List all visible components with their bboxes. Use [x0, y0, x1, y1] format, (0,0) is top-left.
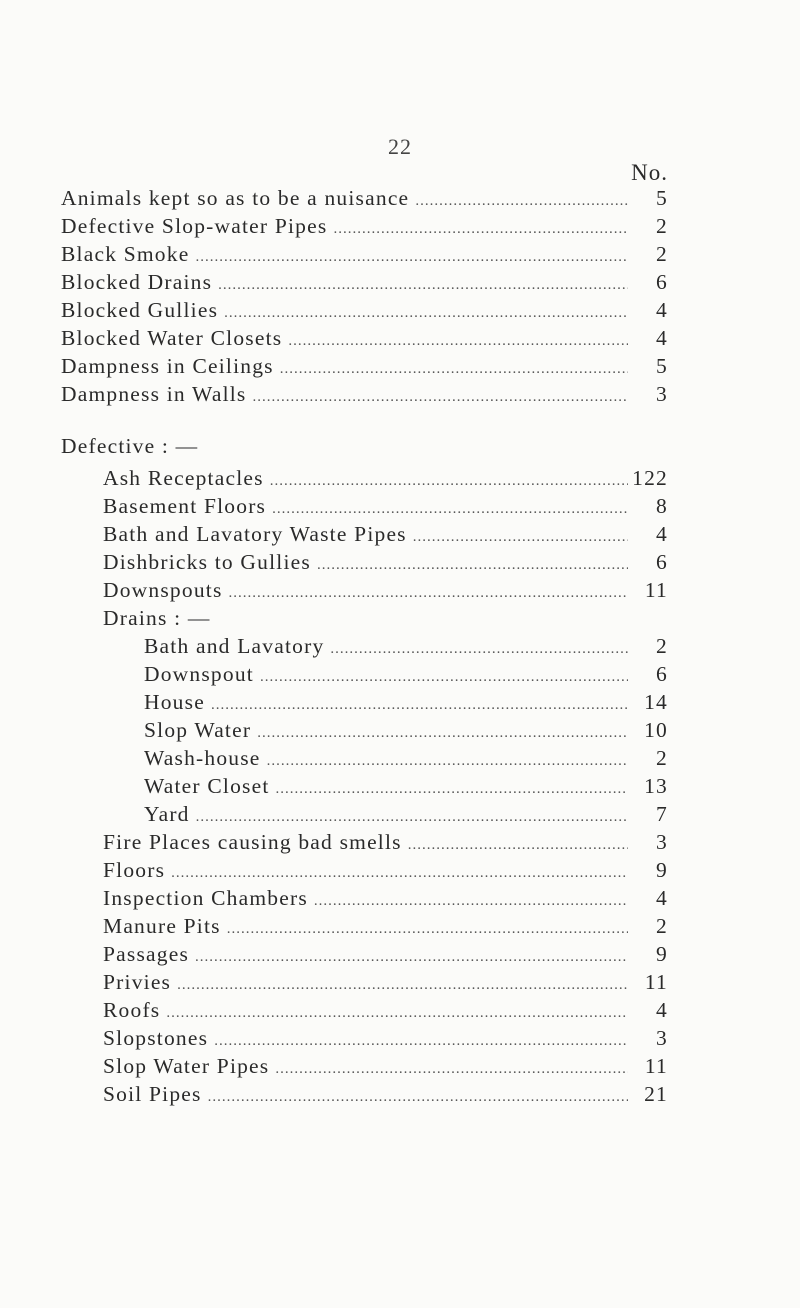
item-label: Blocked Drains	[61, 270, 213, 294]
leader-dots	[330, 641, 628, 658]
leader-dots	[280, 361, 628, 378]
item-count: 14	[644, 690, 668, 714]
item-label: Floors	[103, 858, 166, 882]
item-count: 4	[656, 298, 668, 322]
item-label: Basement Floors	[103, 494, 267, 518]
item-count: 11	[644, 1054, 668, 1078]
item-label: Downspouts	[103, 578, 223, 602]
drains-heading: Drains : —	[103, 606, 211, 630]
leader-dots	[317, 557, 628, 574]
item-label: Roofs	[103, 998, 161, 1022]
leader-dots	[177, 977, 628, 994]
leader-dots	[214, 1033, 628, 1050]
leader-dots	[166, 1005, 628, 1022]
item-label: Dishbricks to Gullies	[103, 550, 311, 574]
leader-dots	[408, 837, 628, 854]
list-item	[103, 830, 668, 858]
item-count: 11	[644, 970, 668, 994]
item-label: Water Closet	[144, 774, 270, 798]
leader-dots	[171, 865, 628, 882]
leader-dots	[195, 949, 628, 966]
defective-heading: Defective : —	[61, 434, 199, 458]
leader-dots	[275, 1061, 628, 1078]
item-count: 2	[656, 634, 668, 658]
item-label: Manure Pits	[103, 914, 221, 938]
item-count: 3	[656, 830, 668, 854]
item-label: Bath and Lavatory Waste Pipes	[103, 522, 407, 546]
item-count: 4	[656, 886, 668, 910]
item-label: Privies	[103, 970, 172, 994]
list-item	[103, 1082, 668, 1110]
list-item	[103, 858, 668, 886]
list-item	[144, 718, 668, 746]
leader-dots	[224, 305, 628, 322]
item-count: 9	[656, 858, 668, 882]
item-count: 3	[656, 1026, 668, 1050]
leader-dots	[211, 697, 628, 714]
item-label: Blocked Water Closets	[61, 326, 283, 350]
item-count: 5	[656, 186, 668, 210]
list-item	[144, 774, 668, 802]
item-count: 5	[656, 354, 668, 378]
list-item	[144, 802, 668, 830]
item-count: 4	[656, 998, 668, 1022]
leader-dots	[252, 389, 628, 406]
item-count: 4	[656, 326, 668, 350]
item-label: Inspection Chambers	[103, 886, 308, 910]
leader-dots	[415, 193, 628, 210]
page-number: 22	[388, 134, 412, 159]
leader-dots	[260, 669, 628, 686]
item-count: 21	[644, 1082, 668, 1106]
list-item	[61, 326, 668, 354]
list-item	[61, 242, 668, 270]
item-label: Soil Pipes	[103, 1082, 202, 1106]
item-count: 3	[656, 382, 668, 406]
list-item	[103, 466, 668, 494]
list-item	[61, 298, 668, 326]
item-count: 2	[656, 746, 668, 770]
item-label: Blocked Gullies	[61, 298, 219, 322]
leader-dots	[333, 221, 628, 238]
item-label: Ash Receptacles	[103, 466, 264, 490]
list-item	[61, 270, 668, 298]
item-count: 8	[656, 494, 668, 518]
item-label: Wash-house	[144, 746, 261, 770]
item-label: Yard	[144, 802, 190, 826]
leader-dots	[314, 893, 628, 910]
item-count: 4	[656, 522, 668, 546]
list-item	[103, 550, 668, 578]
item-count: 9	[656, 942, 668, 966]
item-label: Slop Water	[144, 718, 252, 742]
item-label: Passages	[103, 942, 190, 966]
item-label: House	[144, 690, 205, 714]
item-label: Fire Places causing bad smells	[103, 830, 402, 854]
item-count: 122	[632, 466, 668, 490]
list-item	[103, 886, 668, 914]
list-item	[61, 354, 668, 382]
list-item	[61, 186, 668, 214]
leader-dots	[276, 781, 628, 798]
leader-dots	[413, 529, 628, 546]
column-header: No.	[631, 160, 668, 185]
item-label: Defective Slop-water Pipes	[61, 214, 328, 238]
leader-dots	[272, 501, 628, 518]
item-label: Slopstones	[103, 1026, 209, 1050]
item-label: Animals kept so as to be a nuisance	[61, 186, 410, 210]
leader-dots	[257, 725, 628, 742]
item-label: Dampness in Walls	[61, 382, 247, 406]
list-item	[103, 1026, 668, 1054]
item-count: 10	[644, 718, 668, 742]
item-count: 6	[656, 270, 668, 294]
item-count: 7	[656, 802, 668, 826]
item-count: 11	[644, 578, 668, 602]
list-item	[103, 914, 668, 942]
item-label: Bath and Lavatory	[144, 634, 325, 658]
list-item	[144, 634, 668, 662]
leader-dots	[227, 921, 628, 938]
item-count: 2	[656, 214, 668, 238]
list-item	[61, 382, 668, 410]
list-item	[144, 690, 668, 718]
leader-dots	[218, 277, 628, 294]
item-count: 6	[656, 662, 668, 686]
leader-dots	[229, 585, 628, 602]
list-item	[144, 662, 668, 690]
leader-dots	[196, 809, 628, 826]
item-count: 2	[656, 914, 668, 938]
leader-dots	[208, 1089, 628, 1106]
leader-dots	[270, 473, 628, 490]
leader-dots	[267, 753, 628, 770]
list-item	[103, 970, 668, 998]
list-item	[103, 998, 668, 1026]
list-item	[61, 214, 668, 242]
list-item	[144, 746, 668, 774]
item-count: 13	[644, 774, 668, 798]
list-item	[103, 1054, 668, 1082]
leader-dots	[288, 333, 628, 350]
item-label: Dampness in Ceilings	[61, 354, 274, 378]
list-item	[103, 522, 668, 550]
list-item	[103, 578, 668, 606]
list-item	[103, 942, 668, 970]
item-count: 6	[656, 550, 668, 574]
item-count: 2	[656, 242, 668, 266]
item-label: Black Smoke	[61, 242, 190, 266]
leader-dots	[195, 249, 628, 266]
item-label: Slop Water Pipes	[103, 1054, 270, 1078]
list-item	[103, 494, 668, 522]
item-label: Downspout	[144, 662, 254, 686]
